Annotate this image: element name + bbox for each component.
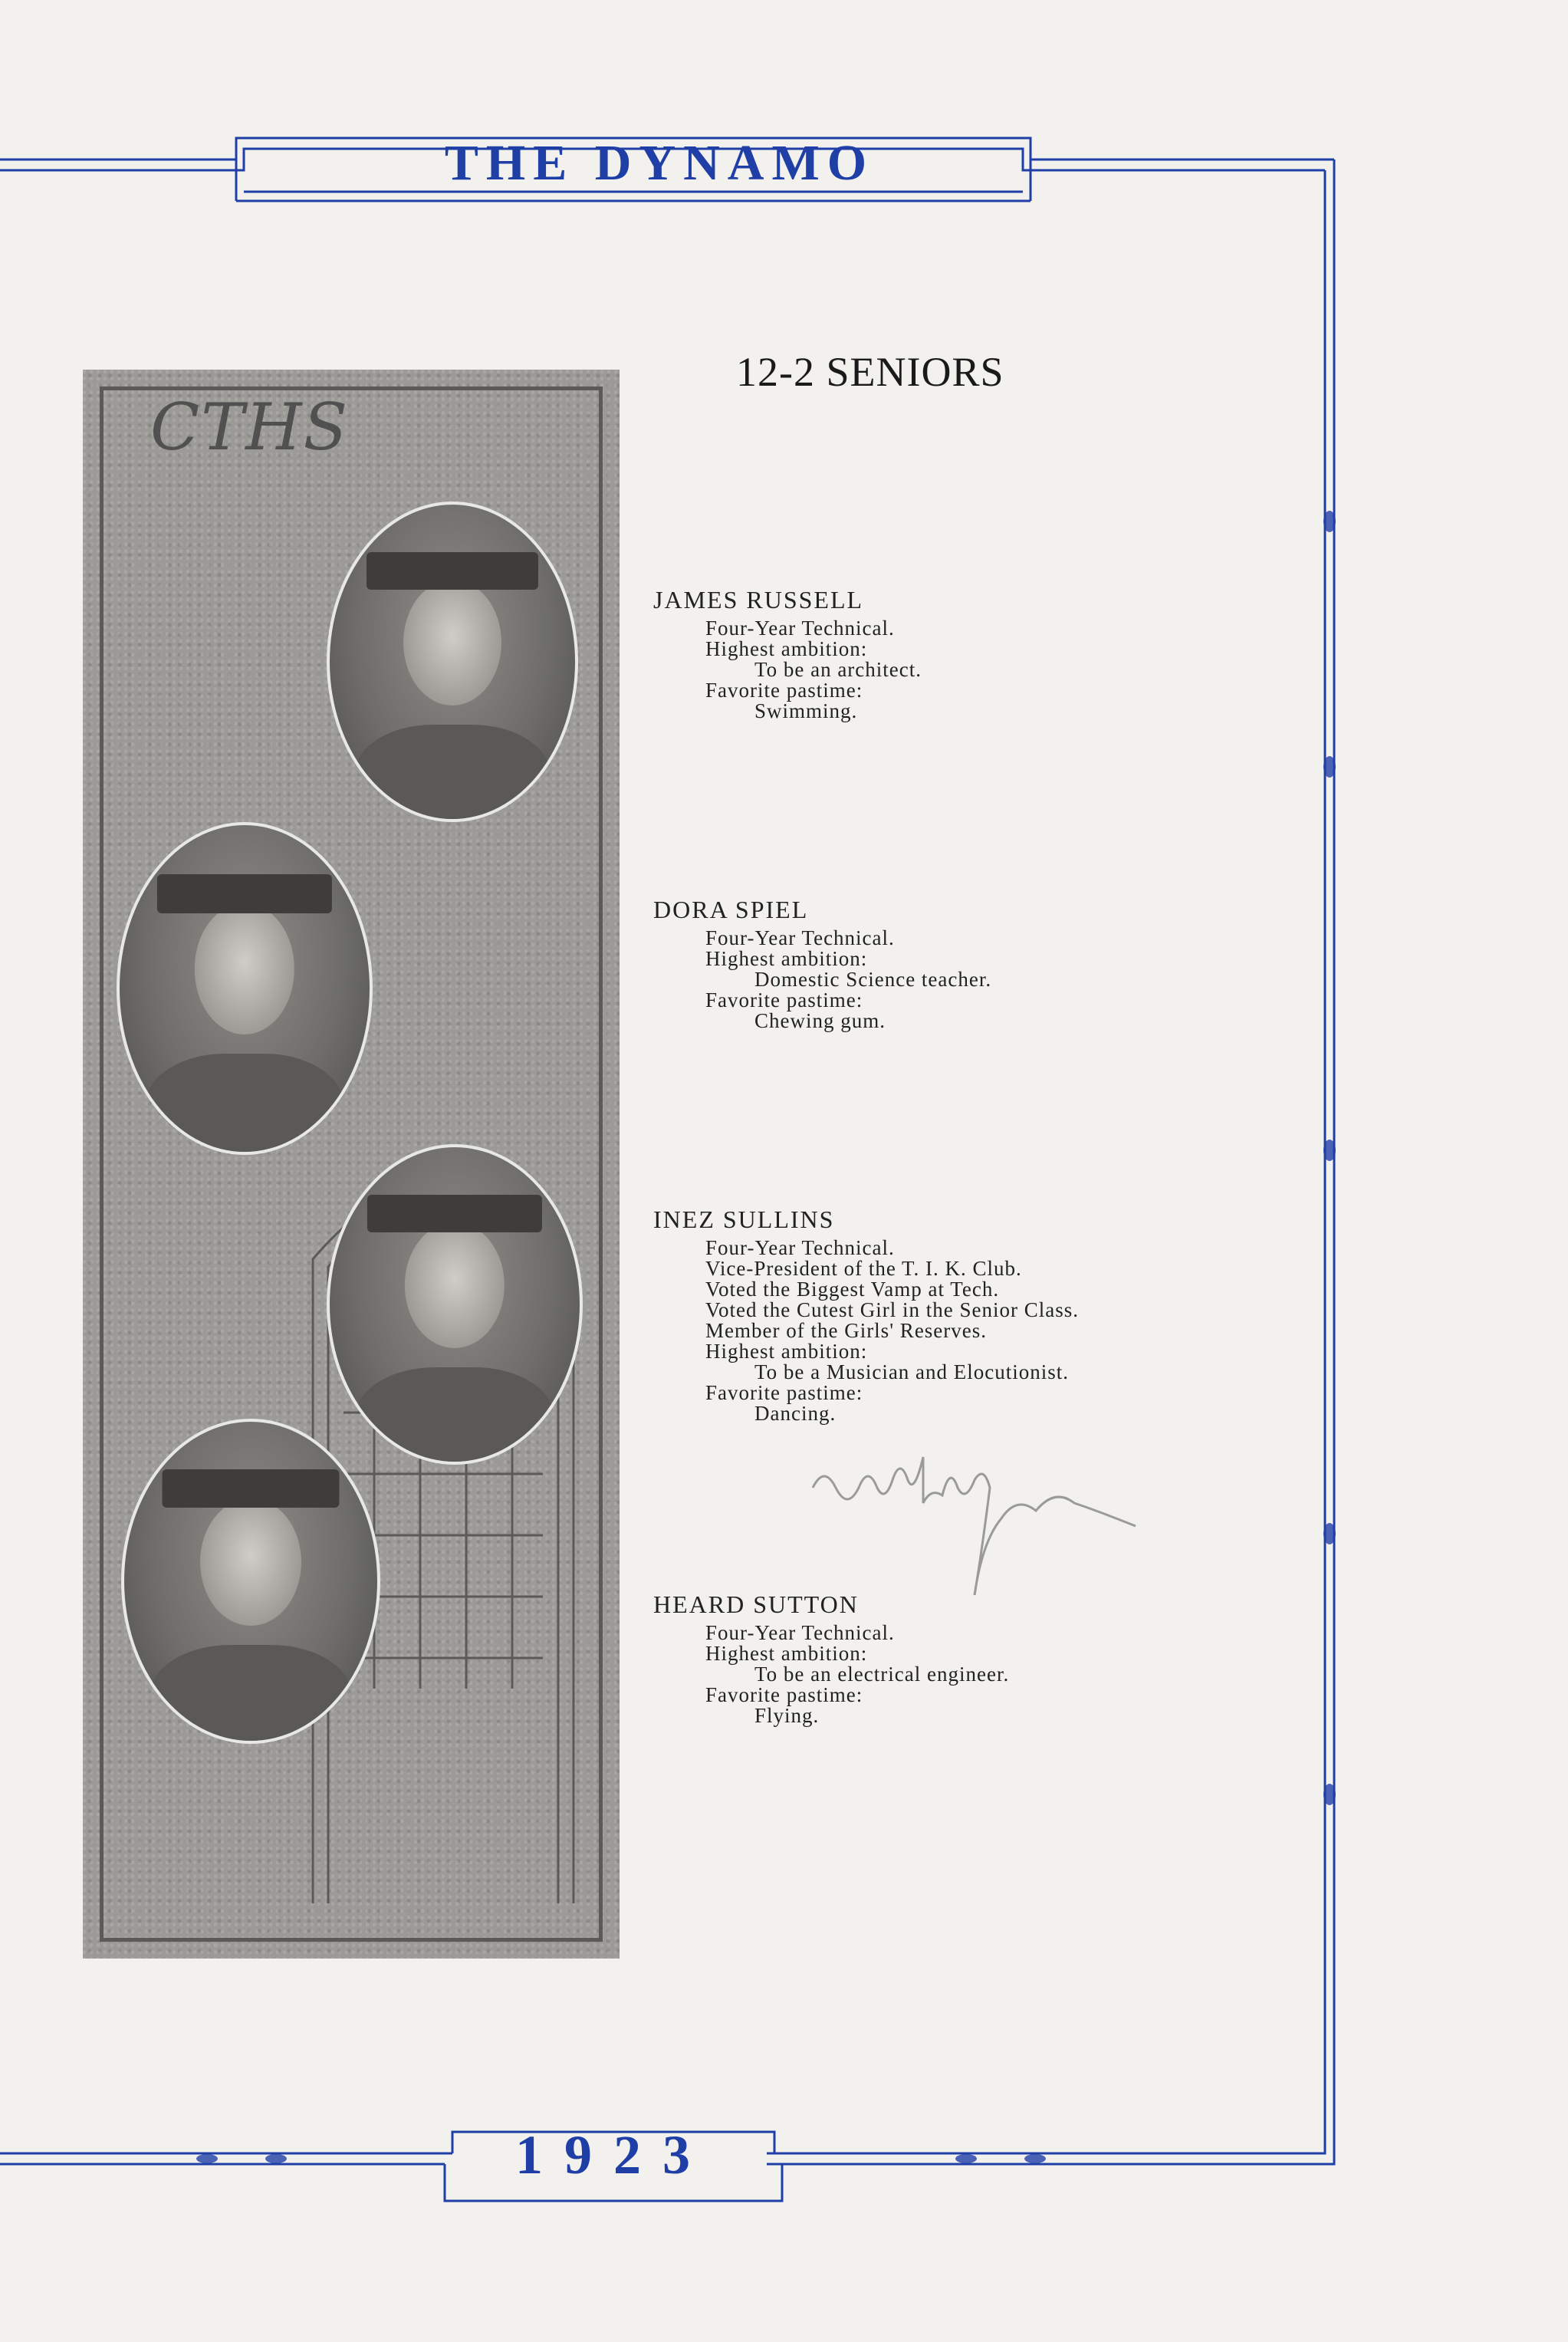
senior-detail: Four-Year Technical. [705,1621,895,1644]
senior-detail: Four-Year Technical. [705,926,895,949]
senior-name: HEARD SUTTON [653,1590,859,1618]
face-shape [195,903,294,1034]
face-shape [403,580,501,706]
senior-detail: Vice-President of the T. I. K. Club. [705,1257,1022,1280]
gown-shape [355,1367,555,1465]
senior-detail: To be a Musician and Elocutionist. [754,1360,1070,1383]
senior-detail: Member of the Girls' Reserves. [705,1319,988,1342]
portrait-panel [83,370,620,1959]
mortarboard-shape [367,1195,542,1232]
senior-detail: Four-Year Technical. [705,617,895,640]
masthead-title: THE DYNAMO [444,135,875,191]
senior-detail: Favorite pastime: [705,1381,863,1404]
senior-entry [653,1206,1343,1424]
senior-detail: Swimming. [754,699,858,722]
face-shape [405,1222,505,1348]
senior-detail: Highest ambition: [705,1642,868,1665]
gown-shape [354,725,551,822]
senior-entry [653,586,1343,722]
mortarboard-shape [163,1469,340,1508]
senior-entry [653,896,1343,1031]
senior-name: DORA SPIEL [653,896,809,923]
face-shape [200,1498,301,1626]
senior-detail: To be an architect. [754,658,922,681]
senior-detail: Highest ambition: [705,947,868,970]
senior-detail: Flying. [754,1704,820,1727]
senior-entry [653,1590,1343,1726]
senior-detail: Highest ambition: [705,1340,868,1363]
senior-detail: Favorite pastime: [705,988,863,1011]
senior-name: INEZ SULLINS [653,1206,835,1233]
mortarboard-shape [157,874,332,913]
gown-shape [150,1645,352,1744]
senior-detail: Chewing gum. [754,1009,886,1032]
senior-detail: Voted the Cutest Girl in the Senior Class. [705,1298,1079,1321]
senior-detail: To be an electrical engineer. [754,1663,1010,1686]
footer-year: 1923 [515,2124,712,2186]
school-monogram: CTHS [150,390,350,465]
portrait-james-russell [327,502,578,822]
senior-detail: Voted the Biggest Vamp at Tech. [705,1278,1000,1301]
portrait-heard-sutton [121,1419,380,1744]
senior-detail: Favorite pastime: [705,1683,863,1706]
gown-shape [145,1054,345,1155]
portrait-inez-sullins [327,1144,583,1465]
senior-detail: Highest ambition: [705,637,868,660]
mortarboard-shape [367,552,538,590]
senior-detail: Four-Year Technical. [705,1236,895,1259]
senior-name: JAMES RUSSELL [653,586,864,613]
section-title: 12-2 SENIORS [736,349,1004,395]
senior-detail: Domestic Science teacher. [754,968,992,991]
portrait-dora-spiel [117,822,373,1155]
senior-detail: Favorite pastime: [705,679,863,702]
handwritten-signature [805,1442,1250,1595]
senior-detail: Dancing. [754,1402,837,1425]
